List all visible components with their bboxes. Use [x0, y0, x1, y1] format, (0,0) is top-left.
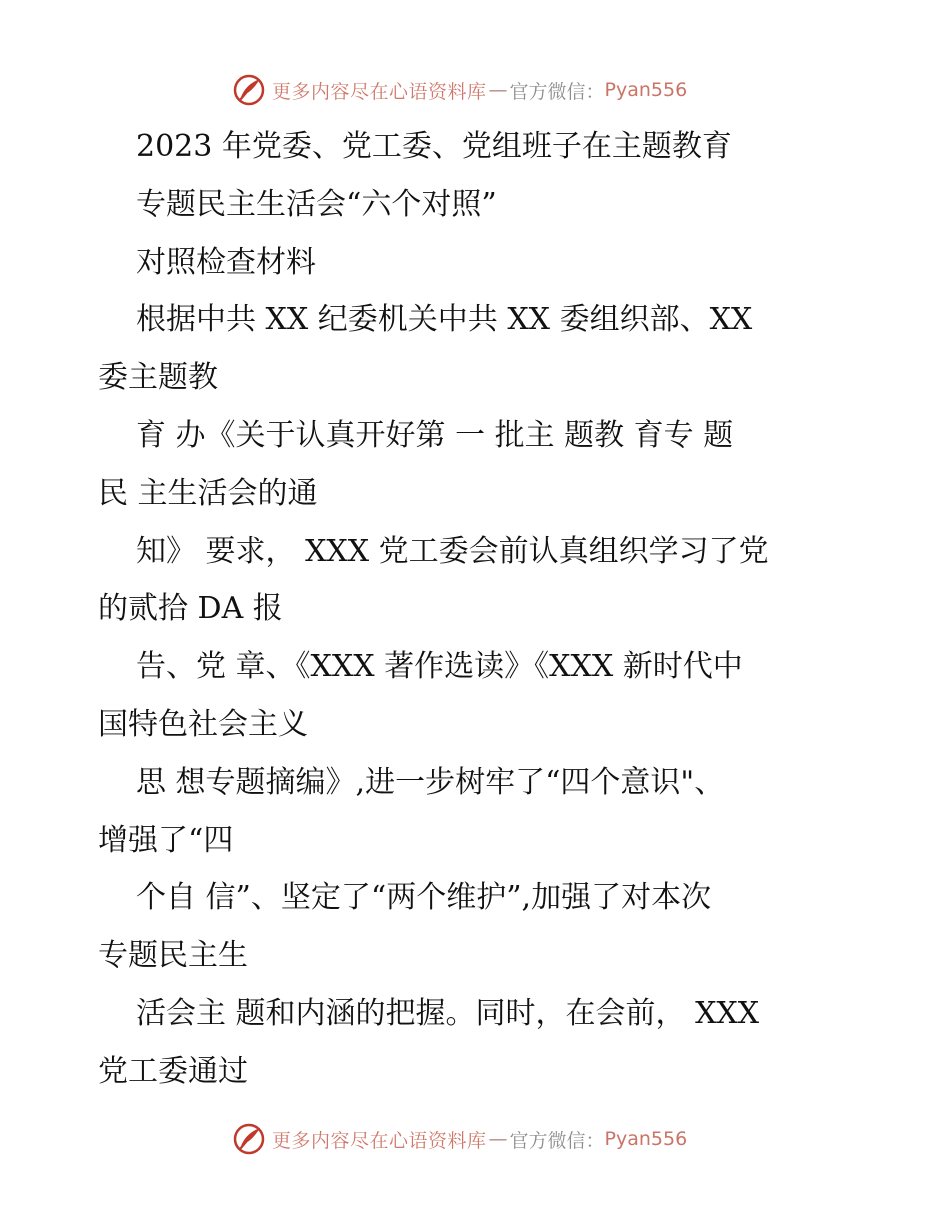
body-line: 专题民主生 [98, 938, 248, 974]
quill-logo-icon [232, 1122, 266, 1156]
title-line: 2023 年党委、党工委、党组班子在主题教育 [136, 129, 732, 164]
header-watermark [232, 72, 687, 108]
watermark-separator: — [488, 1128, 508, 1150]
body-line: 告、党 章、《XXX 著作选读》《XXX 新时代中 [136, 649, 743, 685]
body-line: 党工委通过 [98, 1053, 248, 1089]
body-line: 的贰拾 DA 报 [98, 591, 283, 627]
title-line: 专题民主生活会“六个对照” [136, 186, 497, 222]
body-line: 思 想专题摘编》,进一步树牢了“四个意识"、 [136, 764, 725, 800]
watermark-site-text: 更多内容尽在心语资料库 [272, 1129, 487, 1152]
quill-logo-icon [232, 73, 266, 107]
footer-watermark [232, 1121, 687, 1157]
body-line: 委主题教 [98, 360, 218, 396]
body-line: 根据中共 XX 纪委机关中共 XX 委组织部、XX [136, 302, 753, 338]
body-line: 个自 信”、坚定了“两个维护”,加强了对本次 [136, 880, 712, 916]
body-line: 民 主生活会的通 [98, 475, 318, 511]
watermark-label: 官方微信： [509, 1129, 605, 1152]
body-line: 活会主 题和内涵的把握。同时，在会前， XXX [136, 995, 760, 1031]
watermark-wechat-id: Pyan556 [604, 1128, 688, 1150]
watermark-label: 官方微信： [509, 80, 605, 103]
watermark-wechat-id: Pyan556 [604, 79, 688, 101]
body-line: 国特色社会主义 [98, 706, 308, 742]
body-line: 育 办《关于认真开好第 一 批主 题教 育专 题 [136, 417, 734, 453]
watermark-separator: — [488, 79, 508, 101]
body-line: 知》 要求， XXX 党工委会前认真组织学习了党 [136, 533, 769, 569]
watermark-site-text: 更多内容尽在心语资料库 [272, 80, 487, 103]
document-body [98, 118, 858, 1101]
title-line: 对照检查材料 [136, 244, 316, 280]
body-line: 增强了“四 [98, 822, 234, 858]
body-paragraph [98, 291, 858, 1100]
